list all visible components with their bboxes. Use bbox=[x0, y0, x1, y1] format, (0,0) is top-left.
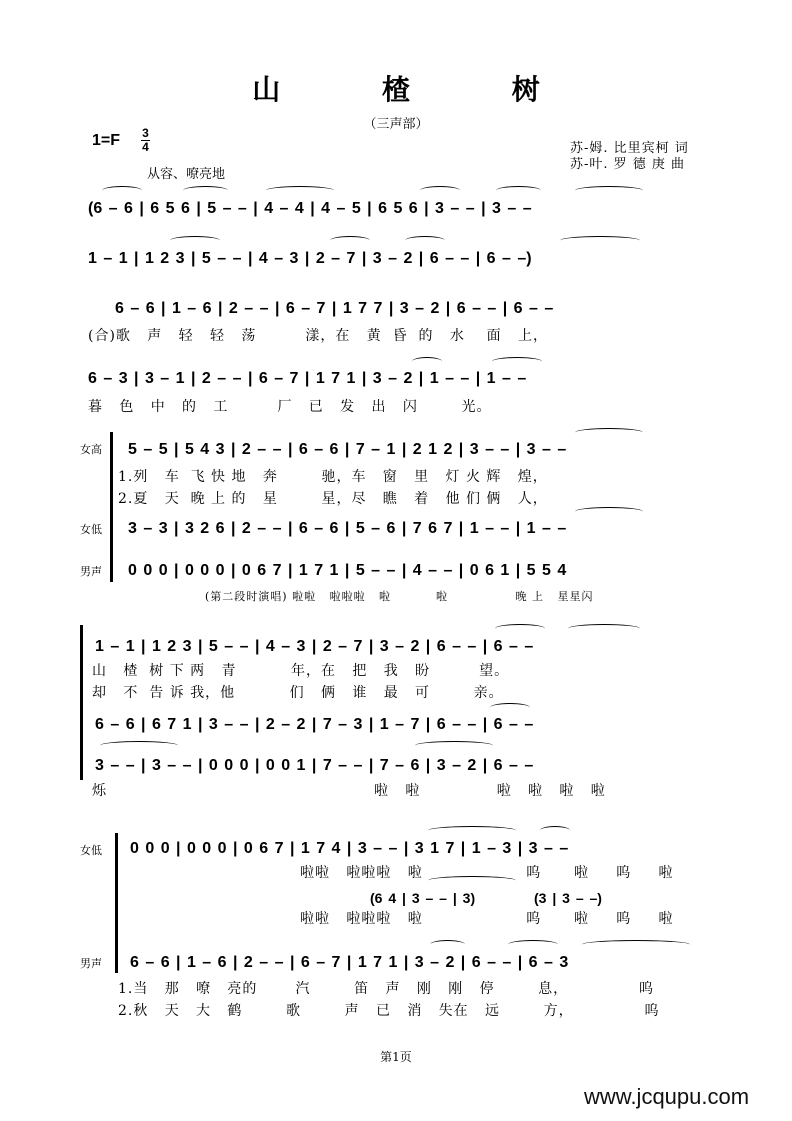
notes: (6 4 | 3 – – | 3) (3 | 3 – –) bbox=[370, 890, 602, 906]
lyric-line: 啦啦 啦啦啦 啦 呜 啦 呜 啦 bbox=[300, 865, 674, 881]
composer-credit: 苏-叶. 罗 德 庚 曲 bbox=[570, 157, 686, 172]
score-line-3 bbox=[115, 296, 715, 324]
notes: 6 – 6 | 1 – 6 | 2 – – | 6 – 7 | 1 7 7 | 3 – 2 | 6 – – | 6 – – bbox=[115, 300, 554, 317]
score-line-5 bbox=[95, 634, 715, 662]
watermark: www.jcqupu.com bbox=[584, 1084, 750, 1109]
lyric-line-2: 却 不 告 诉 我，他 们 俩 谁 最 可 亲。 bbox=[92, 685, 504, 701]
score-line-7 bbox=[95, 753, 715, 781]
score-line-4 bbox=[88, 366, 714, 394]
lyric-line-2: 2.秋 天 大 鹤 歌 声 已 消 失在 远 方， 呜 bbox=[118, 1003, 660, 1019]
score-line-male-2 bbox=[125, 950, 715, 978]
time-signature bbox=[141, 128, 150, 153]
notes: 3 – 3 | 3 2 6 | 2 – – | 6 – 6 | 5 – 6 | 7 6 7 | 1 – – | 1 – – bbox=[128, 520, 567, 537]
lyric-line: (合)歌 声 轻 轻 荡 漾，在 黄 昏 的 水 面 上， bbox=[88, 328, 549, 344]
score-line-alto bbox=[118, 516, 714, 544]
score-line-6 bbox=[95, 712, 715, 740]
notes: 3 – – | 3 – – | 0 0 0 | 0 0 1 | 7 – – | 7 – 6 | 3 – 2 | 6 – – bbox=[95, 757, 534, 774]
score-line-1 bbox=[88, 196, 714, 224]
notes: 6 – 3 | 3 – 1 | 2 – – | 6 – 7 | 1 7 1 | 3 – 2 | 1 – – | 1 – – bbox=[88, 370, 527, 387]
page-number: 第1页 bbox=[380, 1050, 412, 1064]
part-label: 男声 bbox=[80, 957, 102, 970]
notes: 0 0 0 | 0 0 0 | 0 6 7 | 1 7 4 | 3 – – | 3 1 7 | 1 – 3 | 3 – – bbox=[130, 840, 569, 857]
notes: 1 – 1 | 1 2 3 | 5 – – | 4 – 3 | 2 – 7 | 3 – 2 | 6 – – | 6 – – bbox=[95, 638, 534, 655]
lyric-line-2: 2.夏 天 晚 上 的 星 星，尽 瞧 着 他 们 俩 人， bbox=[118, 491, 548, 507]
lyric-line: 啦啦 啦啦啦 啦 呜 啦 呜 啦 bbox=[300, 911, 674, 927]
subtitle: （三声部） bbox=[363, 117, 429, 132]
key-signature: 1=F bbox=[92, 132, 121, 149]
notes: 6 – 6 | 6 7 1 | 3 – – | 2 – 2 | 7 – 3 | 1 – 7 | 6 – – | 6 – – bbox=[95, 716, 534, 733]
score-line-male bbox=[118, 558, 714, 586]
notes: 0 0 0 | 0 0 0 | 0 6 7 | 1 7 1 | 5 – – | 4 – – | 0 6 1 | 5 5 4 bbox=[128, 562, 567, 579]
time-top: 3 bbox=[142, 126, 149, 140]
notes: (6 – 6 | 6 5 6 | 5 – – | 4 – 4 | 4 – 5 | 6 5 6 | 3 – – | 3 – – bbox=[88, 200, 532, 217]
notes: 5 – 5 | 5 4 3 | 2 – – | 6 – 6 | 7 – 1 | 2 1 2 | 3 – – | 3 – – bbox=[128, 441, 567, 458]
part-label: 女低 bbox=[80, 844, 102, 857]
page-title: 山 楂 树 bbox=[252, 73, 586, 106]
notes: 6 – 6 | 1 – 6 | 2 – – | 6 – 7 | 1 7 1 | 3 – 2 | 6 – – | 6 – 3 bbox=[130, 954, 569, 971]
lyric-line: 暮 色 中 的 工 厂 已 发 出 闪 光。 bbox=[88, 399, 492, 415]
lyricist-credit: 苏-姆. 比里宾柯 词 bbox=[570, 141, 689, 156]
lyric-line: 烁 啦 啦 啦 啦 啦 啦 bbox=[92, 783, 606, 799]
part-label: 女低 bbox=[80, 523, 102, 536]
lyric-line-1: 1.列 车 飞 快 地 奔 驰，车 窗 里 灯 火 辉 煌， bbox=[118, 469, 548, 485]
score-line-soprano bbox=[118, 437, 714, 465]
tempo-marking: 从容、嘹亮地 bbox=[147, 167, 226, 182]
notes: 1 – 1 | 1 2 3 | 5 – – | 4 – 3 | 2 – 7 | 3 – 2 | 6 – – | 6 – –) bbox=[88, 250, 532, 267]
score-line-2 bbox=[88, 246, 714, 274]
lyric-line-1: 山 楂 树 下 两 青 年，在 把 我 盼 望。 bbox=[92, 663, 510, 679]
score-line-alto-2 bbox=[125, 836, 715, 864]
part-label: 男声 bbox=[80, 565, 102, 578]
lyric-line-1: 1.当 那 嘹 亮的 汽 笛 声 刚 刚 停 息， 呜 bbox=[118, 981, 655, 997]
lyric-line: (第二段时演唱) 啦啦 啦啦啦 啦 啦 晚 上 星星闪 bbox=[205, 590, 594, 603]
part-label: 女高 bbox=[80, 443, 102, 456]
time-bottom: 4 bbox=[142, 140, 149, 154]
